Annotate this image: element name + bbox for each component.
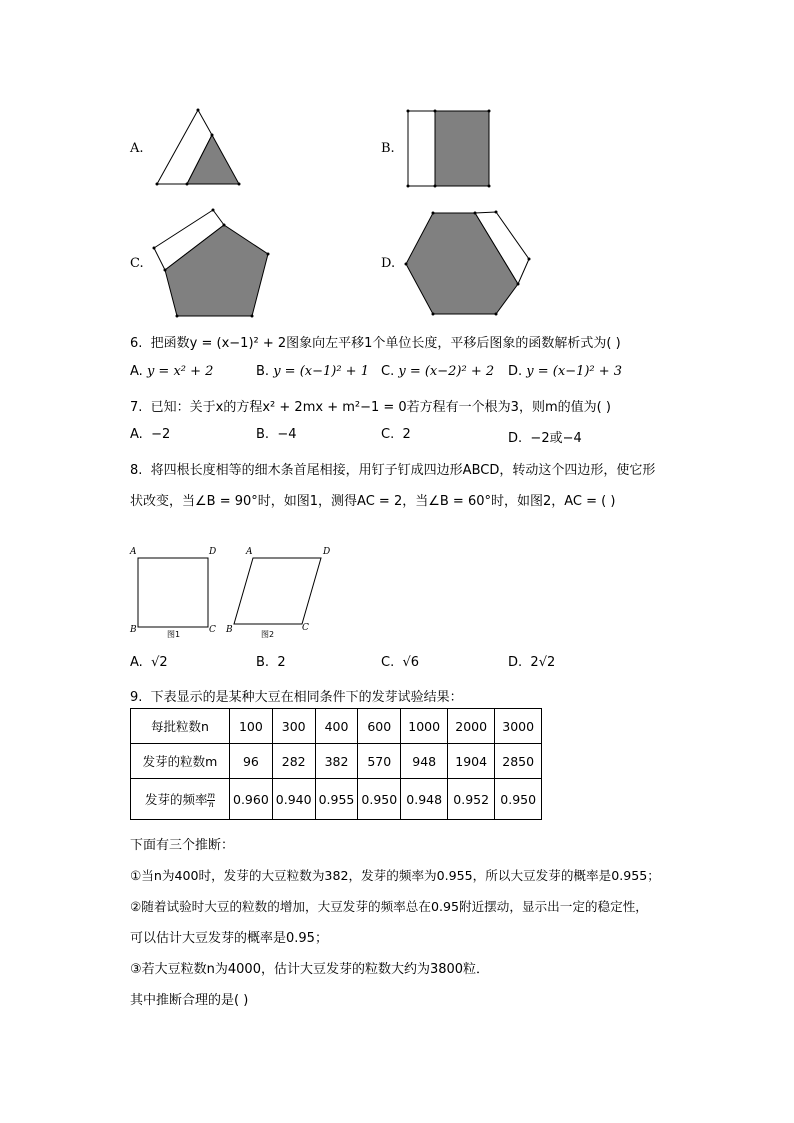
table-cell: 300 bbox=[272, 709, 315, 744]
q9-inference-3: ③若大豆粒数n为4000，估计大豆发芽的粒数大约为3800粒． bbox=[130, 962, 490, 977]
table-cell: 96 bbox=[230, 744, 273, 779]
fig1-label-b: B bbox=[130, 625, 137, 635]
table-cell: 2850 bbox=[495, 744, 542, 779]
table-cell: 0.952 bbox=[448, 779, 495, 820]
table-cell: 382 bbox=[315, 744, 358, 779]
option-b-label: B. bbox=[381, 141, 395, 156]
row-label-sprouted: 发芽的粒数m bbox=[131, 744, 230, 779]
table-cell: 570 bbox=[358, 744, 401, 779]
table-cell: 1904 bbox=[448, 744, 495, 779]
fraction-m-over-n: $\frac{m}{n}$ bbox=[207, 790, 216, 809]
option-c-label: C. bbox=[130, 256, 144, 271]
fig1-label-c: C bbox=[209, 625, 216, 635]
table-row-batch bbox=[131, 709, 542, 744]
q9-stem: 下表显示的是某种大豆在相同条件下的发芽试验结果： bbox=[150, 690, 463, 705]
row-label-batch: 每批粒数n bbox=[131, 709, 230, 744]
q8-number: 8. bbox=[130, 463, 143, 478]
q8-option-b[interactable]: B. 2 bbox=[256, 655, 286, 670]
q8-option-a[interactable]: A. √2 bbox=[130, 655, 168, 670]
table-cell: 0.940 bbox=[272, 779, 315, 820]
table-row-frequency bbox=[131, 779, 542, 820]
q9-question: 其中推断合理的是( ) bbox=[130, 993, 249, 1008]
table-cell: 100 bbox=[230, 709, 273, 744]
table-cell: 400 bbox=[315, 709, 358, 744]
fig2-label-d: D bbox=[323, 547, 331, 557]
q7-option-b[interactable]: B. −4 bbox=[256, 427, 297, 442]
q8-text-line2: 状改变，当∠B = 90°时，如图1，测得AC = 2，当∠B = 60°时，如图2，AC = ( ) bbox=[130, 494, 616, 509]
fig2-label-c: C bbox=[302, 623, 309, 633]
q9-intro: 下面有三个推断： bbox=[130, 838, 235, 853]
q7-option-a[interactable]: A. −2 bbox=[130, 427, 171, 442]
q9-inference-2b: 可以估计大豆发芽的概率是0.95； bbox=[130, 931, 328, 946]
fig2-label-a: A bbox=[246, 547, 253, 557]
fig1-caption: 图1 bbox=[167, 630, 181, 639]
table-cell: 2000 bbox=[448, 709, 495, 744]
table-cell: 0.950 bbox=[358, 779, 401, 820]
q9-inference-1: ①当n为400时，发芽的大豆粒数为382，发芽的频率为0.955，所以大豆发芽的概率是0.955； bbox=[130, 868, 660, 883]
q8-stem-line1: 将四根长度相等的细木条首尾相接，用钉子钉成四边形ABCD，转动这个四边形，使它形 bbox=[150, 463, 656, 478]
fig2-caption: 图2 bbox=[261, 630, 275, 639]
q7-stem: 已知：关于x的方程x² + 2mx + m²−1 = 0若方程有一个根为3，则m的值为( ) bbox=[150, 400, 611, 415]
q9-inference-2a: ②随着试验时大豆的粒数的增加，大豆发芽的频率总在0.95附近摆动，显示出一定的稳定性， bbox=[130, 899, 648, 914]
q7-number: 7. bbox=[130, 400, 143, 415]
fig2-label-b: B bbox=[226, 625, 233, 635]
table-cell: 0.950 bbox=[495, 779, 542, 820]
table-cell: 948 bbox=[401, 744, 448, 779]
option-d-label: D. bbox=[381, 256, 396, 271]
table-cell: 0.948 bbox=[401, 779, 448, 820]
table-cell: 282 bbox=[272, 744, 315, 779]
table-cell: 600 bbox=[358, 709, 401, 744]
q9-number: 9. bbox=[130, 690, 143, 705]
option-a-label: A. bbox=[130, 141, 144, 156]
q8-option-d[interactable]: D. 2√2 bbox=[508, 655, 556, 670]
q6-stem: 把函数y = (x−1)² + 2图象向左平移1个单位长度，平移后图象的函数解析式为( ) bbox=[150, 336, 621, 351]
q7-option-d[interactable]: D. −2或−4 bbox=[508, 431, 582, 446]
q8-option-c[interactable]: C. √6 bbox=[381, 655, 420, 670]
row-label-frequency: 发芽的频率 $\frac{m}{n}$ bbox=[131, 779, 230, 820]
q9-text bbox=[130, 686, 463, 705]
fig1-label-a: A bbox=[130, 547, 137, 557]
q7-option-c[interactable]: C. 2 bbox=[381, 427, 411, 442]
q6-option-a[interactable]: A. y = x² + 2 bbox=[130, 364, 214, 379]
fig1-label-d: D bbox=[209, 547, 217, 557]
q6-option-b[interactable]: B. y = (x−1)² + 1 bbox=[256, 364, 369, 379]
q6-number: 6. bbox=[130, 336, 143, 351]
table-cell: 1000 bbox=[401, 709, 448, 744]
table-cell: 3000 bbox=[495, 709, 542, 744]
q6-option-d[interactable]: D. y = (x−1)² + 3 bbox=[508, 364, 623, 379]
q6-option-c[interactable]: C. y = (x−2)² + 2 bbox=[381, 364, 495, 379]
table-cell: 0.960 bbox=[230, 779, 273, 820]
table-cell: 0.955 bbox=[315, 779, 358, 820]
germination-table bbox=[130, 708, 542, 820]
table-row-sprouted bbox=[131, 744, 542, 779]
